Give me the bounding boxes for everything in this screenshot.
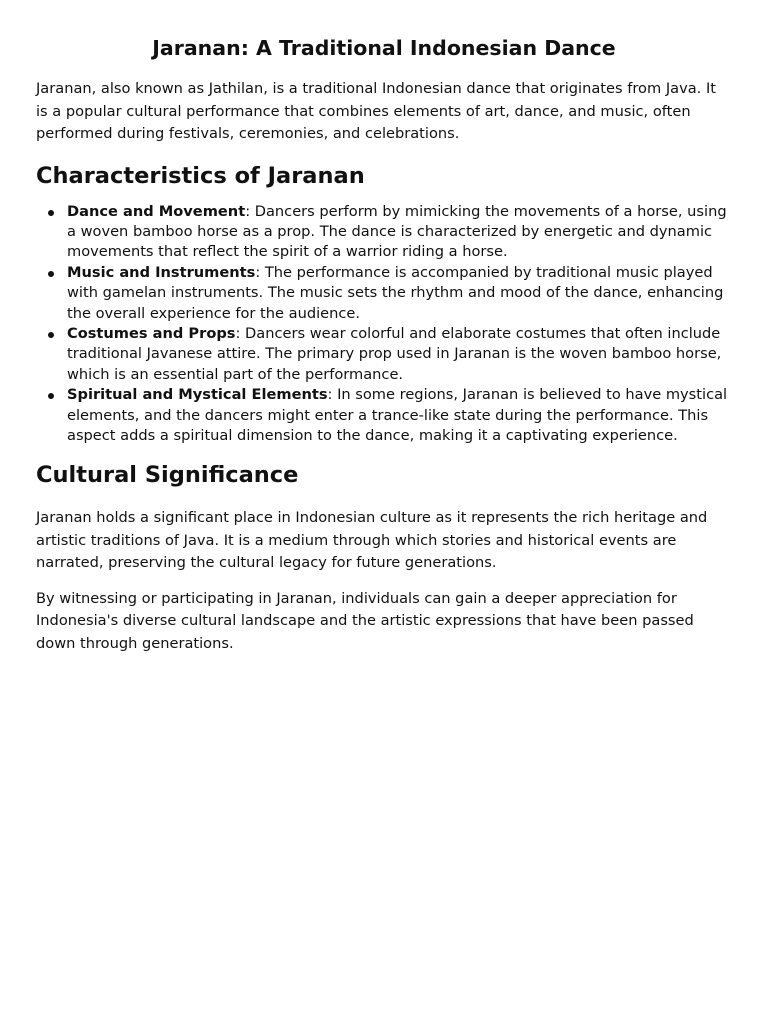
list-item-term: Dance and Movement — [67, 202, 246, 220]
list-item — [36, 263, 732, 324]
list-item-text: : In some regions, Jaranan is believed to have mystical elements, and the dancers might enter a trance-like state during the performance. This aspect adds a spiritual dimension to the dance, making it a captivating experience. — [67, 386, 728, 444]
intro-paragraph: Jaranan, also known as Jathilan, is a traditional Indonesian dance that originates from Java. It is a popular cultural performance that combines elements of art, dance, and music, often performed during festivals, ceremonies, and celebrations. — [36, 80, 716, 142]
list-item-text: : Dancers perform by mimicking the movements of a horse, using a woven bamboo horse as a prop. The dance is characterized by energetic and dynamic movements that reflect the spirit of a warrior riding a horse. — [67, 202, 727, 261]
list-item — [36, 202, 732, 263]
section-heading-characteristics: Characteristics of Jaranan — [36, 162, 365, 189]
list-item — [36, 324, 732, 385]
significance-paragraph: By witnessing or participating in Jaranan, individuals can gain a deeper appreciation for Indonesia's diverse cultural landscape and the artistic expressions that have been passed down through generations. — [36, 589, 694, 652]
list-item — [36, 385, 732, 446]
bullet-icon — [48, 332, 54, 338]
list-item-term: Costumes and Props — [67, 324, 236, 342]
section-heading-significance: Cultural Significance — [36, 462, 299, 489]
characteristics-list — [36, 202, 732, 447]
document-title: Jaranan: A Traditional Indonesian Dance — [152, 36, 616, 60]
bullet-icon — [48, 271, 54, 277]
bullet-icon — [48, 210, 54, 216]
list-item-text: : The performance is accompanied by traditional music played with gamelan instruments. The music sets the rhythm and mood of the dance, enhancing the overall experience for the audience. — [67, 263, 724, 322]
list-item-text: : Dancers wear colorful and elaborate costumes that often include traditional Javanese attire. The primary prop used in Jaranan is the woven bamboo horse, which is an essential part of the performance. — [67, 324, 722, 383]
list-item-term: Spiritual and Mystical Elements — [67, 386, 328, 404]
significance-paragraph: Jaranan holds a significant place in Indonesian culture as it represents the rich heritage and artistic traditions of Java. It is a medium through which stories and historical events are narrated, preserving the cultural legacy for future generations. — [36, 509, 708, 572]
list-item-term: Music and Instruments — [67, 263, 256, 281]
bullet-icon — [48, 393, 54, 399]
